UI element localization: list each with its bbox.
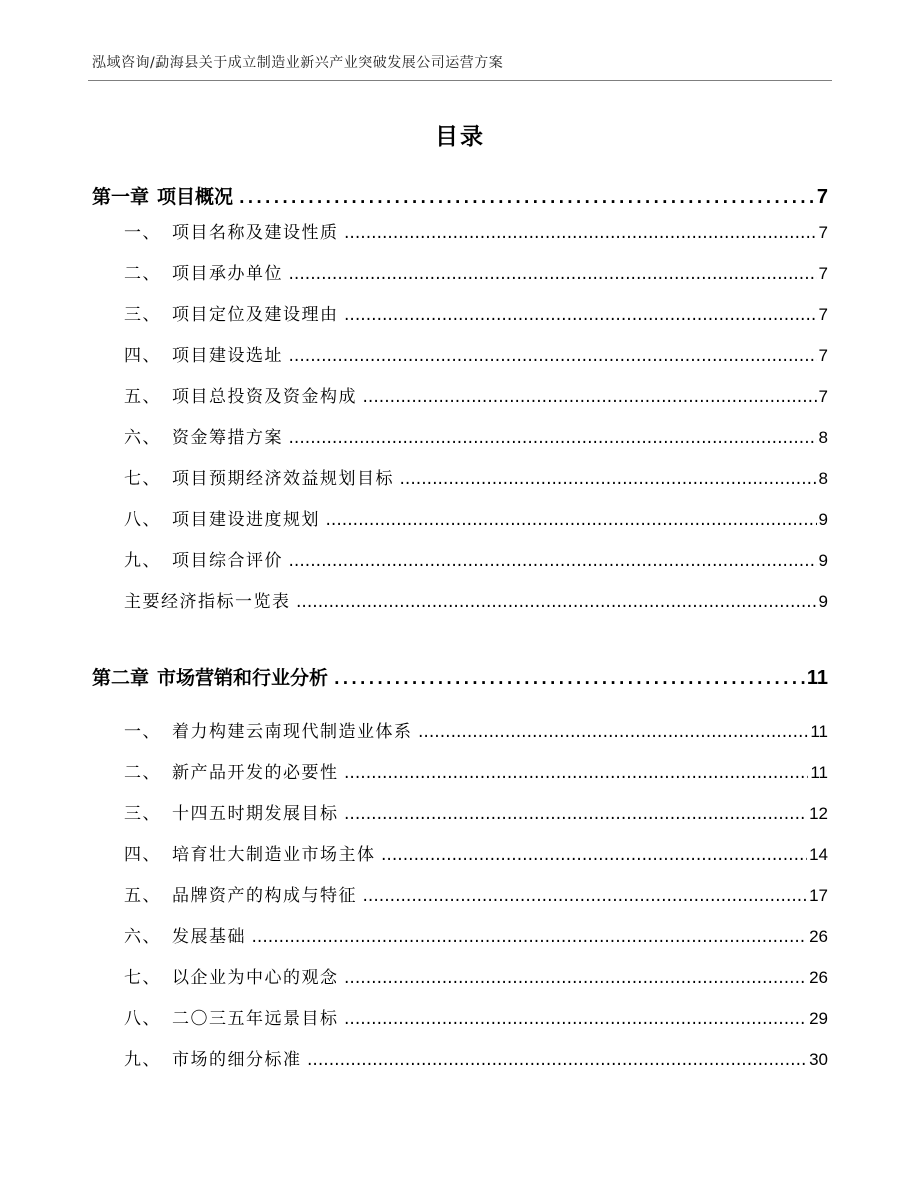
- section-number: 七、: [124, 469, 161, 489]
- toc-entry[interactable]: [124, 881, 828, 906]
- header-divider: [88, 80, 832, 81]
- dot-leader: [295, 592, 817, 612]
- section-title: 项目定位及建设理由: [172, 305, 339, 325]
- page-number: 11: [810, 763, 828, 782]
- page-number: 7: [818, 223, 828, 242]
- dot-leader: [380, 845, 808, 865]
- section-title: 项目建设进度规划: [172, 510, 320, 530]
- section-title: 十四五时期发展目标: [172, 804, 339, 824]
- dot-leader: [361, 387, 817, 407]
- toc-entry[interactable]: [124, 382, 828, 407]
- toc-entry[interactable]: [124, 259, 828, 284]
- toc-entry[interactable]: [124, 1004, 828, 1029]
- toc-entry[interactable]: [124, 218, 828, 243]
- section-title: 项目预期经济效益规划目标: [172, 469, 394, 489]
- page-number: 26: [809, 927, 828, 946]
- page-number: 11: [806, 667, 828, 689]
- dot-leader: [287, 264, 817, 284]
- chapter-number: 第二章: [92, 667, 150, 689]
- section-title: 着力构建云南现代制造业体系: [172, 722, 413, 742]
- page-number: 9: [818, 551, 828, 570]
- dot-leader: [306, 1050, 808, 1070]
- section-number: 三、: [124, 804, 161, 824]
- page-number: 7: [816, 186, 828, 208]
- page-number: 9: [818, 510, 828, 529]
- toc-entry[interactable]: [124, 758, 828, 783]
- toc-entry[interactable]: [124, 546, 828, 571]
- dot-leader: [343, 305, 817, 325]
- section-title: 培育壮大制造业市场主体: [172, 845, 376, 865]
- page-number: 7: [818, 387, 828, 406]
- section-title: 主要经济指标一览表: [124, 592, 291, 612]
- section-number: 九、: [124, 551, 161, 571]
- section-number: 五、: [124, 387, 161, 407]
- toc-entry[interactable]: [124, 717, 828, 742]
- section-title: 项目综合评价: [172, 551, 283, 571]
- dot-leader: [287, 346, 817, 366]
- toc-title: 目录: [435, 124, 485, 150]
- toc-chapter-2[interactable]: [92, 663, 828, 690]
- section-number: 二、: [124, 763, 161, 783]
- section-title: 市场的细分标准: [172, 1050, 302, 1070]
- toc-entry[interactable]: [124, 300, 828, 325]
- section-title: 二〇三五年远景目标: [172, 1009, 339, 1029]
- page-number: 26: [809, 968, 828, 987]
- page-number: 12: [809, 804, 828, 823]
- section-number: 六、: [124, 927, 161, 947]
- section-number: 六、: [124, 428, 161, 448]
- section-number: 四、: [124, 845, 161, 865]
- chapter-title: 市场营销和行业分析: [157, 667, 329, 689]
- section-number: 八、: [124, 510, 161, 530]
- dot-leader: [332, 667, 805, 689]
- section-number: 三、: [124, 305, 161, 325]
- section-title: 新产品开发的必要性: [172, 763, 339, 783]
- dot-leader: [343, 223, 817, 243]
- section-title: 项目承办单位: [172, 264, 283, 284]
- dot-leader: [324, 510, 817, 530]
- section-number: 八、: [124, 1009, 161, 1029]
- dot-leader: [250, 927, 807, 947]
- page-number: 11: [810, 722, 828, 741]
- section-title: 项目总投资及资金构成: [172, 387, 357, 407]
- toc-entry[interactable]: [124, 799, 828, 824]
- section-title: 品牌资产的构成与特征: [172, 886, 357, 906]
- section-number: 一、: [124, 223, 161, 243]
- page-number: 14: [809, 845, 828, 864]
- section-title: 以企业为中心的观念: [172, 968, 339, 988]
- dot-leader: [237, 186, 815, 208]
- running-header: 泓域咨询/勐海县关于成立制造业新兴产业突破发展公司运营方案: [92, 55, 504, 71]
- page-number: 7: [818, 305, 828, 324]
- dot-leader: [398, 469, 817, 489]
- page-number: 8: [818, 469, 828, 488]
- toc-entry[interactable]: [124, 423, 828, 448]
- toc-entry[interactable]: [124, 505, 828, 530]
- toc-entry[interactable]: [124, 922, 828, 947]
- section-title: 项目建设选址: [172, 346, 283, 366]
- page-number: 7: [818, 346, 828, 365]
- toc-entry[interactable]: [124, 1045, 828, 1070]
- page-number: 29: [809, 1009, 828, 1028]
- section-number: 五、: [124, 886, 161, 906]
- page-number: 30: [809, 1050, 828, 1069]
- section-number: 一、: [124, 722, 161, 742]
- page-number: 9: [818, 592, 828, 611]
- section-number: 四、: [124, 346, 161, 366]
- dot-leader: [343, 763, 809, 783]
- page-number: 17: [809, 886, 828, 905]
- dot-leader: [343, 804, 808, 824]
- chapter-title: 项目概况: [157, 186, 234, 208]
- toc-entry[interactable]: [124, 840, 828, 865]
- dot-leader: [287, 551, 817, 571]
- dot-leader: [417, 722, 809, 742]
- section-title: 发展基础: [172, 927, 246, 947]
- section-title: 资金筹措方案: [172, 428, 283, 448]
- dot-leader: [287, 428, 817, 448]
- toc-entry[interactable]: [124, 341, 828, 366]
- dot-leader: [361, 886, 807, 906]
- toc-entry[interactable]: [124, 464, 828, 489]
- dot-leader: [343, 1009, 808, 1029]
- section-number: 二、: [124, 264, 161, 284]
- toc-chapter-1[interactable]: [92, 182, 828, 209]
- page-number: 7: [818, 264, 828, 283]
- chapter-number: 第一章: [92, 186, 150, 208]
- toc-entry[interactable]: [124, 587, 828, 612]
- section-number: 九、: [124, 1050, 161, 1070]
- page-number: 8: [818, 428, 828, 447]
- toc-entry[interactable]: [124, 963, 828, 988]
- section-number: 七、: [124, 968, 161, 988]
- section-title: 项目名称及建设性质: [172, 223, 339, 243]
- dot-leader: [343, 968, 808, 988]
